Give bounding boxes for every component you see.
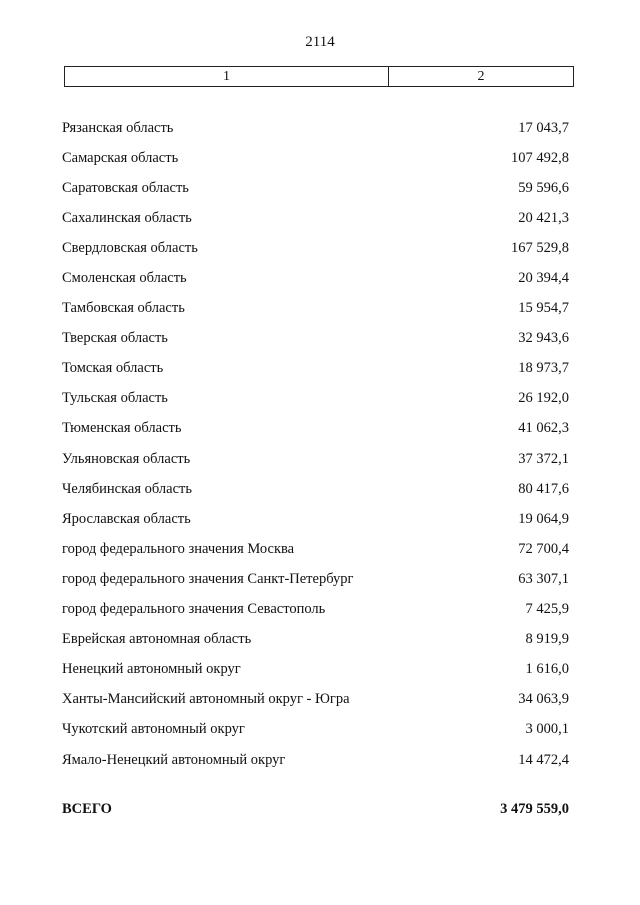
region-name: Тамбовская область	[62, 300, 185, 317]
region-name: Сахалинская область	[62, 209, 192, 226]
table-row	[62, 715, 569, 745]
table-row	[62, 294, 569, 324]
table-row	[62, 625, 569, 655]
table-row	[62, 564, 569, 594]
table-row	[62, 534, 569, 564]
region-value: 14 472,4	[518, 751, 569, 768]
region-value: 26 192,0	[518, 390, 569, 407]
table-header	[64, 66, 574, 87]
table-row	[62, 474, 569, 504]
region-value: 18 973,7	[518, 360, 569, 377]
region-value: 72 700,4	[518, 540, 569, 557]
region-name: Рязанская область	[62, 119, 174, 136]
table-row	[62, 233, 569, 263]
region-value: 20 394,4	[518, 270, 569, 287]
table-row	[62, 384, 569, 414]
region-name: Ямало-Ненецкий автономный округ	[62, 751, 286, 768]
region-name: Еврейская автономная область	[62, 631, 252, 648]
region-name: Ульяновская область	[62, 450, 191, 467]
region-value: 107 492,8	[511, 149, 569, 166]
table-body	[62, 113, 569, 775]
table-row	[62, 354, 569, 384]
region-name: город федерального значения Москва	[62, 540, 295, 557]
table-row	[62, 324, 569, 354]
table-row	[62, 113, 569, 143]
region-name: Томская область	[62, 360, 164, 377]
region-value: 7 425,9	[525, 601, 569, 618]
region-name: Тюменская область	[62, 420, 182, 437]
region-value: 1 616,0	[525, 661, 569, 678]
region-name: Смоленская область	[62, 270, 187, 287]
region-name: город федерального значения Санкт-Петербург	[62, 570, 354, 587]
header-column-2: 2	[477, 68, 485, 84]
region-value: 32 943,6	[518, 330, 569, 347]
region-name: город федерального значения Севастополь	[62, 601, 326, 618]
region-name: Челябинская область	[62, 480, 192, 497]
region-name: Ханты-Мансийский автономный округ - Югра	[62, 691, 350, 708]
table-row	[62, 414, 569, 444]
region-name: Саратовская область	[62, 179, 189, 196]
total-label: ВСЕГО	[62, 801, 112, 817]
table-row	[62, 143, 569, 173]
region-name: Свердловская область	[62, 239, 198, 256]
region-name: Самарская область	[62, 149, 179, 166]
table-row	[62, 173, 569, 203]
region-name: Чукотский автономный округ	[62, 721, 245, 738]
table-row	[62, 655, 569, 685]
region-value: 37 372,1	[518, 450, 569, 467]
region-value: 19 064,9	[518, 510, 569, 527]
table-row	[62, 203, 569, 233]
header-column-1: 1	[65, 67, 389, 86]
table-row	[62, 444, 569, 474]
region-value: 3 000,1	[525, 721, 569, 738]
region-value: 63 307,1	[518, 570, 569, 587]
region-value: 15 954,7	[518, 300, 569, 317]
total-row	[62, 801, 569, 818]
table-row	[62, 595, 569, 625]
region-name: Тверская область	[62, 330, 168, 347]
region-value: 8 919,9	[525, 631, 569, 648]
table-row	[62, 685, 569, 715]
table-row	[62, 504, 569, 534]
region-value: 41 062,3	[518, 420, 569, 437]
region-name: Ненецкий автономный округ	[62, 661, 241, 678]
region-name: Ярославская область	[62, 510, 191, 527]
region-value: 17 043,7	[518, 119, 569, 136]
table-row	[62, 263, 569, 293]
table-row	[62, 745, 569, 775]
region-value: 20 421,3	[518, 209, 569, 226]
region-value: 80 417,6	[518, 480, 569, 497]
region-value: 59 596,6	[518, 179, 569, 196]
region-value: 167 529,8	[511, 239, 569, 256]
region-name: Тульская область	[62, 390, 168, 407]
total-value: 3 479 559,0	[500, 801, 569, 817]
region-value: 34 063,9	[518, 691, 569, 708]
page-number: 2114	[305, 34, 335, 50]
